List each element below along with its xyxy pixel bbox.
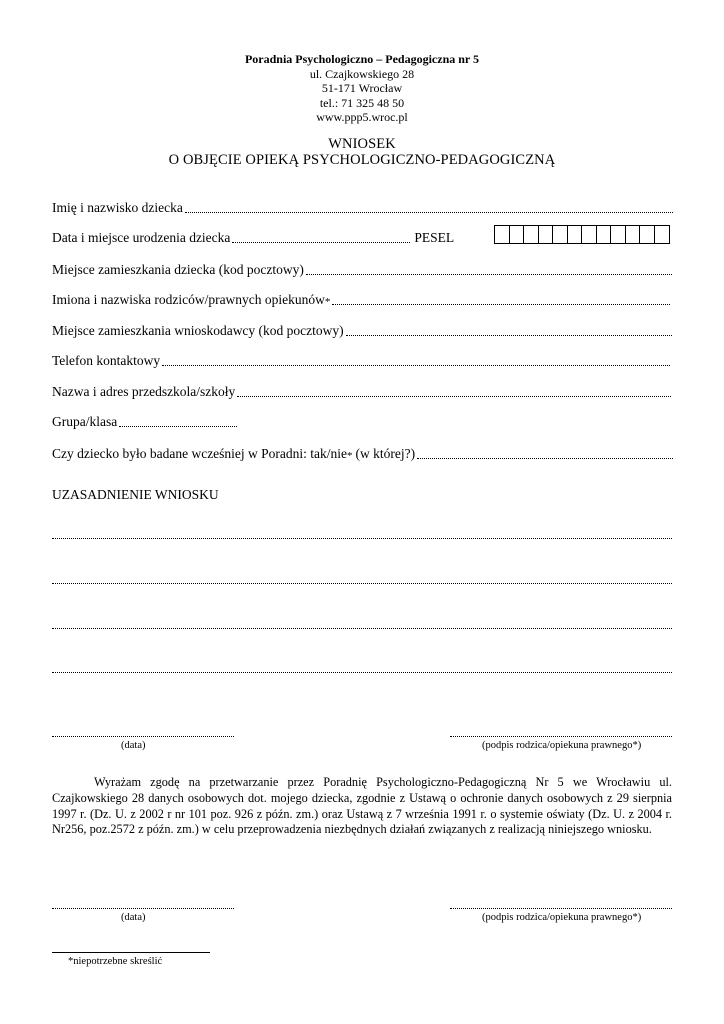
field-phone-input[interactable]	[162, 365, 670, 366]
field-pesel-label: PESEL	[414, 230, 455, 245]
field-school-input[interactable]	[237, 396, 671, 397]
justification-line[interactable]	[52, 628, 672, 629]
footnote: *niepotrzebne skreślić	[68, 956, 163, 967]
field-previous-exam	[52, 444, 673, 462]
field-parents-label: Imiona i nazwiska rodziców/prawnych opiekunów	[52, 292, 325, 307]
field-previous-exam-input[interactable]	[417, 458, 673, 459]
parent-signature-line[interactable]	[450, 736, 672, 737]
field-child-name-input[interactable]	[185, 212, 673, 213]
date-signature-line[interactable]	[52, 736, 234, 737]
justification-line[interactable]	[52, 672, 672, 673]
consent-paragraph	[52, 775, 672, 838]
field-child-address	[52, 260, 672, 278]
field-child-name	[52, 198, 673, 216]
field-applicant-address-label: Miejsce zamieszkania wnioskodawcy (kod pocztowy)	[52, 323, 344, 338]
field-previous-exam-star: *	[347, 450, 353, 462]
footnote-separator	[52, 952, 210, 953]
date-signature-line[interactable]	[52, 908, 234, 909]
field-previous-exam-suffix: (w której?)	[355, 446, 416, 461]
institution-name: Poradnia Psychologiczno – Pedagogiczna nr 5	[244, 52, 480, 66]
date-caption: (data)	[121, 740, 146, 751]
title-line-2: O OBJĘCIE OPIEKĄ PSYCHOLOGICZNO-PEDAGOGICZNĄ	[168, 152, 556, 168]
pesel-digit-box[interactable]	[524, 226, 539, 243]
field-birth	[52, 228, 454, 246]
field-previous-exam-label: Czy dziecko było badane wcześniej w Poradni: tak/nie	[52, 446, 348, 461]
field-phone-label: Telefon kontaktowy	[52, 353, 161, 368]
pesel-digit-box[interactable]	[568, 226, 583, 243]
pesel-digit-box[interactable]	[597, 226, 612, 243]
pesel-digit-box[interactable]	[495, 226, 510, 243]
pesel-digit-box[interactable]	[582, 226, 597, 243]
field-parents-star: *	[324, 296, 331, 308]
field-parents	[52, 290, 670, 308]
pesel-digit-box[interactable]	[611, 226, 626, 243]
pesel-digit-box[interactable]	[539, 226, 554, 243]
justification-line[interactable]	[52, 538, 672, 539]
field-child-name-label: Imię i nazwisko dziecka	[52, 200, 183, 215]
pesel-digit-box[interactable]	[510, 226, 525, 243]
institution-website: www.ppp5.wroc.pl	[316, 110, 408, 124]
institution-street: ul. Czajkowskiego 28	[309, 66, 415, 81]
institution-city: 51-171 Wrocław	[321, 81, 403, 95]
field-group-label: Grupa/klasa	[52, 414, 118, 429]
field-birth-label: Data i miejsce urodzenia dziecka	[52, 230, 231, 245]
pesel-digit-box[interactable]	[553, 226, 568, 243]
field-child-address-input[interactable]	[306, 274, 672, 275]
field-group	[52, 412, 237, 430]
field-phone	[52, 351, 670, 369]
pesel-digit-box[interactable]	[626, 226, 641, 243]
document-title	[0, 136, 724, 168]
date-caption: (data)	[121, 912, 146, 923]
justification-line[interactable]	[52, 583, 672, 584]
field-parents-input[interactable]	[332, 304, 670, 305]
field-birth-input[interactable]	[232, 242, 410, 243]
field-applicant-address	[52, 321, 672, 339]
field-child-address-label: Miejsce zamieszkania dziecka (kod pocztowy)	[52, 262, 304, 277]
title-line-1: WNIOSEK	[328, 136, 396, 152]
institution-header	[0, 52, 724, 125]
signature-caption: (podpis rodzica/opiekuna prawnego*)	[482, 912, 642, 923]
parent-signature-line[interactable]	[450, 908, 672, 909]
institution-phone: tel.: 71 325 48 50	[319, 95, 405, 110]
pesel-digit-box[interactable]	[640, 226, 655, 243]
signature-caption: (podpis rodzica/opiekuna prawnego*)	[482, 740, 642, 751]
field-school-label: Nazwa i adres przedszkola/szkoły	[52, 384, 236, 399]
field-school	[52, 382, 671, 400]
pesel-input-boxes[interactable]	[494, 225, 670, 244]
pesel-digit-box[interactable]	[655, 226, 670, 243]
justification-heading: UZASADNIENIE WNIOSKU	[52, 487, 219, 502]
consent-text: Wyrażam zgodę na przetwarzanie przez Poradnię Psychologiczno-Pedagogiczną Nr 5 we Wrocławiu ul. Czajkowskiego 28 danych osobowych dot. mojego dziecka, zgodnie z Ustawą o ochronie danych osobowych z 29 sierpnia 1997 r. (Dz. U. z 2002 r nr 101 poz. 926 z późn. zm.) oraz Ustawą z 7 września 1991 r. o systemie oświaty (Dz. U. z 2004 r. Nr256, poz.2572 z późn. zm.) w celu przeprowadzenia niezbędnych działań związanych z realizacją niniejszego wniosku.	[52, 775, 672, 837]
field-group-input[interactable]	[119, 426, 237, 427]
field-applicant-address-input[interactable]	[346, 335, 672, 336]
